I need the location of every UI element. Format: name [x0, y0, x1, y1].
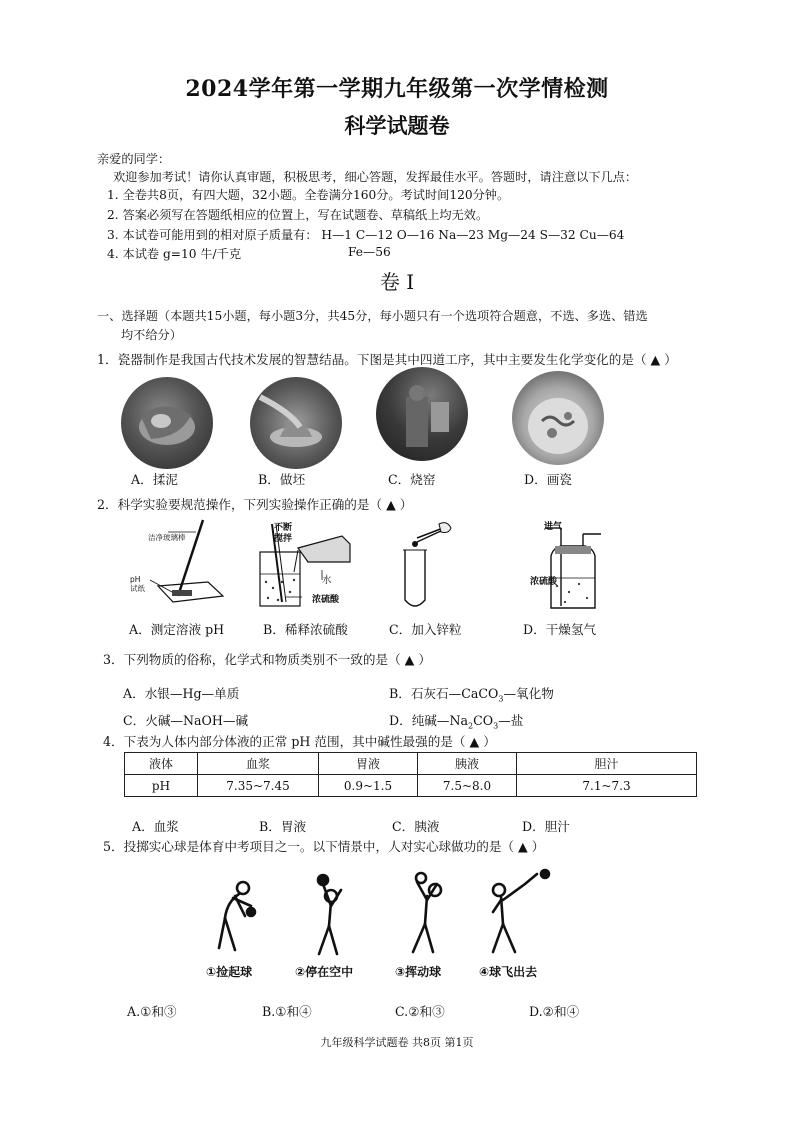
table-row: [125, 775, 697, 797]
figure-hold-air: [318, 875, 341, 954]
q2-option-d[interactable]: D．干燥氢气: [523, 622, 597, 637]
table-cell: 7.35~7.45: [198, 775, 319, 797]
q1-stem: 1．瓷器制作是我国古代技术发展的智慧结晶。下图是其中四道工序，其中主要发生化学变化的是（ ▲ ）: [97, 352, 677, 367]
acid-label: 浓硫酸: [312, 595, 340, 605]
figure-swing: [413, 873, 441, 952]
q3-option-a[interactable]: A．水银—Hg—单质: [123, 686, 240, 701]
note-4: 4. 本试卷 g=10 牛/千克: [107, 247, 242, 261]
q1-option-a[interactable]: A．揉泥: [131, 472, 178, 487]
q1-option-d[interactable]: D．画瓷: [524, 472, 572, 487]
q3-option-d-mid: CO: [473, 713, 494, 728]
q3-option-b-post: —氧化物: [503, 686, 554, 701]
stir-label-2: 搅拌: [274, 534, 293, 544]
rod-label: 洁净玻璃棒: [148, 533, 186, 542]
q3-option-b[interactable]: [389, 683, 554, 704]
stopper: [555, 546, 591, 554]
q4-option-c[interactable]: C．胰液: [392, 819, 440, 834]
gas-in-label: 进气: [544, 522, 563, 532]
part1-heading: 一、选择题（本题共15小题，每小题3分，共45分，每小题只有一个选项符合题意，不选、多选、错选: [97, 309, 648, 323]
hand: [439, 523, 451, 533]
ph-table: [124, 752, 697, 797]
part1-heading-cont: 均不给分）: [121, 328, 182, 342]
stir-label-1: 不断: [274, 523, 293, 533]
exam-title: 2024学年第一学期九年级第一次学情检测: [185, 76, 609, 102]
paper-subtitle: 科学试题卷: [344, 113, 450, 138]
note-1: 1. 全卷共8页，有四大题，32小题。全卷满分160分。考试时间120分钟。: [107, 188, 510, 202]
q3-option-d-text: D．纯碱—Na: [389, 713, 468, 728]
q4-option-d[interactable]: D．胆汁: [522, 819, 570, 834]
q5-option-d[interactable]: D.②和④: [529, 1004, 580, 1019]
q3-option-b-sub: 3: [498, 694, 504, 704]
figure-ball-flying: [493, 870, 549, 952]
note-2: 2. 答案必须写在答题纸相应的位置上，写在试题卷、草稿纸上均无效。: [107, 208, 489, 222]
greeting: 亲爱的同学：: [97, 152, 171, 166]
q1-option-b[interactable]: B．做坯: [258, 472, 306, 487]
table-cell: 7.5~8.0: [418, 775, 517, 797]
q5-option-b[interactable]: B.①和④: [262, 1004, 312, 1019]
q3-option-d-sub2: 3: [493, 721, 499, 731]
table-header-cell: 胰液: [418, 753, 517, 775]
figure-label-3: ③挥动球: [395, 965, 442, 979]
pouring-beaker: [298, 536, 350, 562]
q1-option-c[interactable]: C．烧窑: [388, 472, 436, 487]
kneading-clay-photo: [121, 377, 213, 469]
firing-kiln-photo: [376, 367, 468, 461]
acid-dryer-label: 浓硫酸: [530, 577, 558, 587]
table-header-cell: 胃液: [319, 753, 418, 775]
add-zinc-diagram: [395, 520, 455, 610]
welcome-text: 欢迎参加考试！请你认真审题，积极思考，细心答题，发挥最佳水平。答题时，请注意以下几点：: [113, 170, 638, 184]
table-header-cell: 液体: [125, 753, 198, 775]
zinc-granule: [412, 541, 418, 547]
figure-pick-up: [219, 882, 255, 950]
q5-option-c[interactable]: C.②和③: [395, 1004, 445, 1019]
q3-option-d-post: —盐: [498, 713, 524, 728]
q2-option-b[interactable]: B．稀释浓硫酸: [263, 622, 348, 637]
table-cell: 7.1~7.3: [517, 775, 697, 797]
extra-atomic-mass: Fe—56: [348, 245, 391, 259]
gas-bottle: [551, 546, 595, 608]
q4-option-b[interactable]: B．胃液: [259, 819, 307, 834]
q3-option-b-text: B．石灰石—CaCO: [389, 686, 499, 701]
page-footer: 九年级科学试题卷 共8页 第1页: [320, 1036, 474, 1049]
q2-option-a[interactable]: A．测定溶液 pH: [129, 622, 225, 637]
q3-stem: 3．下列物质的俗称，化学式和物质类别不一致的是（ ▲ ）: [103, 652, 431, 667]
shaping-blank-photo: [250, 377, 342, 469]
dry-hydrogen-diagram: [535, 520, 615, 612]
water-label: 水: [322, 575, 332, 586]
ph-paper-label: pH 试纸: [130, 575, 145, 593]
painting-porcelain-photo: [512, 371, 604, 465]
note-3: 3. 本试卷可能用到的相对原子质量有： H—1 C—12 O—16 Na—23 Mg—24 S—32 Cu—64: [107, 228, 625, 242]
q4-stem: 4．下表为人体内部分体液的正常 pH 范围，其中碱性最强的是（ ▲ ）: [103, 734, 496, 749]
table-header-cell: 血浆: [198, 753, 319, 775]
figure-label-2: ②停在空中: [295, 965, 354, 979]
figure-label-1: ①捡起球: [206, 965, 253, 979]
test-tube: [405, 550, 425, 606]
q5-stem: 5．投掷实心球是体育中考项目之一。以下情景中，人对实心球做功的是（ ▲ ）: [103, 839, 545, 854]
q3-option-d-sub1: 2: [468, 721, 474, 731]
ph-strip: [172, 590, 192, 596]
q3-option-c[interactable]: C．火碱—NaOH—碱: [123, 713, 249, 728]
q3-option-d[interactable]: [389, 710, 523, 731]
table-cell: 0.9~1.5: [319, 775, 418, 797]
q2-option-c[interactable]: C．加入锌粒: [389, 622, 462, 637]
shot-put-figures: [205, 866, 575, 960]
q2-stem: 2．科学实验要规范操作，下列实验操作正确的是（ ▲ ）: [97, 497, 413, 512]
q5-option-a[interactable]: A.①和③: [127, 1004, 177, 1019]
section-title: 卷 I: [379, 270, 415, 294]
table-header-cell: 胆汁: [517, 753, 697, 775]
figure-label-4: ④球飞出去: [479, 965, 538, 979]
table-header-row: [125, 753, 697, 775]
q4-option-a[interactable]: A．血浆: [132, 819, 179, 834]
table-cell: pH: [125, 775, 198, 797]
